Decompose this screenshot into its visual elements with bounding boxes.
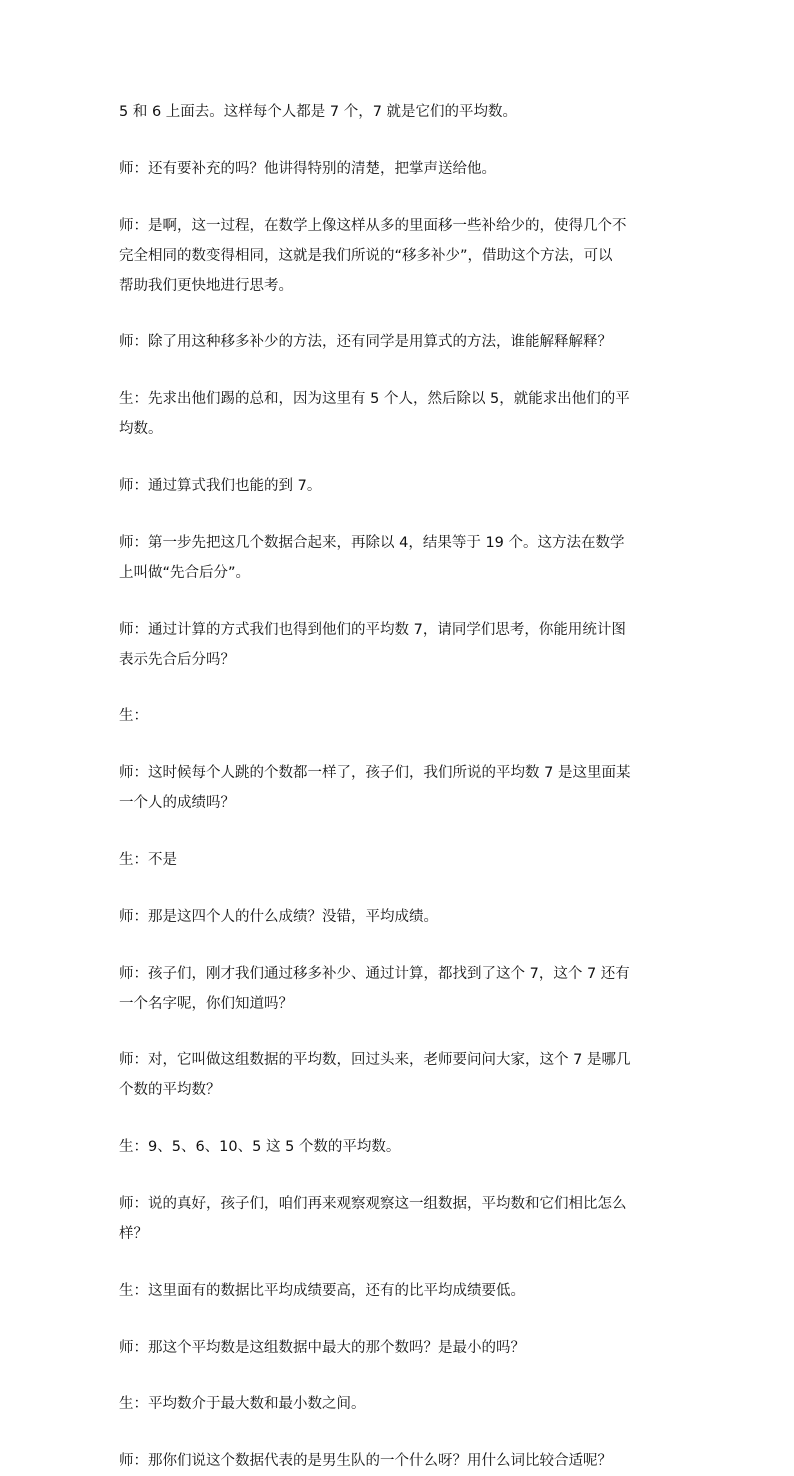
dialogue-paragraph: [119, 758, 679, 818]
paragraph-spacing: [119, 184, 679, 211]
text-line: 一个人的成绩吗？: [119, 795, 235, 812]
text-line: 师：这时候每个人跳的个数都一样了，孩子们，我们所说的平均数 7 是这里面某: [119, 765, 631, 782]
paragraph-spacing: [119, 301, 679, 328]
text-line: 样？: [119, 1225, 148, 1242]
paragraph-spacing: [119, 127, 679, 154]
dialogue-paragraph: [119, 1132, 679, 1162]
text-line: 生：这里面有的数据比平均成绩要高，还有的比平均成绩要低。: [119, 1282, 525, 1299]
paragraph-spacing: [119, 1105, 679, 1132]
text-line: 表示先合后分吗？: [119, 651, 235, 668]
dialogue-paragraph: [119, 1189, 679, 1249]
dialogue-paragraph: [119, 97, 679, 127]
dialogue-paragraph: [119, 845, 679, 875]
text-line: 生：不是: [119, 851, 177, 868]
dialogue-paragraph: [119, 471, 679, 501]
paragraph-spacing: [119, 357, 679, 384]
dialogue-paragraph: [119, 902, 679, 932]
paragraph-spacing: [119, 731, 679, 758]
text-line: 师：孩子们，刚才我们通过移多补少、通过计算，都找到了这个 7，这个 7 还有: [119, 965, 630, 982]
dialogue-paragraph: [119, 959, 679, 1019]
paragraph-spacing: [119, 444, 679, 471]
dialogue-paragraph: [119, 1446, 679, 1476]
text-line: 生：: [119, 708, 148, 725]
paragraph-spacing: [119, 875, 679, 902]
text-line: 一个名字呢，你们知道吗？: [119, 995, 293, 1012]
text-line: 师：说的真好，孩子们，咱们再来观察观察这一组数据，平均数和它们相比怎么: [119, 1195, 627, 1212]
text-line: 师：那是这四个人的什么成绩？没错，平均成绩。: [119, 908, 438, 925]
lesson-transcript: [119, 97, 679, 1476]
text-line: 均数。: [119, 421, 163, 438]
text-line: 师：通过计算的方式我们也得到他们的平均数 7，请同学们思考，你能用统计图: [119, 621, 626, 638]
dialogue-paragraph: [119, 1333, 679, 1363]
dialogue-paragraph: [119, 327, 679, 357]
paragraph-spacing: [119, 675, 679, 702]
dialogue-paragraph: [119, 211, 679, 301]
text-line: 5 和 6 上面去。这样每个人都是 7 个，7 就是它们的平均数。: [119, 104, 518, 120]
dialogue-paragraph: [119, 615, 679, 675]
text-line: 生：先求出他们踢的总和，因为这里有 5 个人，然后除以 5，就能求出他们的平: [119, 391, 630, 408]
text-line: 师：除了用这种移多补少的方法，还有同学是用算式的方法，谁能解释解释？: [119, 334, 612, 351]
paragraph-spacing: [119, 501, 679, 528]
text-line: 上叫做“先合后分”。: [119, 564, 251, 581]
dialogue-paragraph: [119, 1276, 679, 1306]
text-line: 师：通过算式我们也能的到 7。: [119, 477, 322, 494]
dialogue-paragraph: [119, 384, 679, 444]
text-line: 帮助我们更快地进行思考。: [119, 277, 293, 294]
paragraph-spacing: [119, 588, 679, 615]
text-line: 师：还有要补充的吗？他讲得特别的清楚，把掌声送给他。: [119, 160, 496, 177]
paragraph-spacing: [119, 1306, 679, 1333]
text-line: 师：对，它叫做这组数据的平均数，回过头来，老师要问问大家，这个 7 是哪几: [119, 1052, 631, 1069]
text-line: 师：那你们说这个数据代表的是男生队的一个什么呀？用什么词比较合适呢？: [119, 1453, 612, 1470]
paragraph-spacing: [119, 1363, 679, 1390]
paragraph-spacing: [119, 1249, 679, 1276]
dialogue-paragraph: [119, 528, 679, 588]
dialogue-paragraph: [119, 154, 679, 184]
paragraph-spacing: [119, 818, 679, 845]
text-line: 生：平均数介于最大数和最小数之间。: [119, 1396, 366, 1413]
paragraph-spacing: [119, 1019, 679, 1046]
dialogue-paragraph: [119, 1045, 679, 1105]
dialogue-paragraph: [119, 701, 679, 731]
paragraph-spacing: [119, 932, 679, 959]
text-line: 师：那这个平均数是这组数据中最大的那个数吗？是最小的吗？: [119, 1339, 525, 1356]
paragraph-spacing: [119, 1162, 679, 1189]
text-line: 个数的平均数？: [119, 1082, 221, 1099]
dialogue-paragraph: [119, 1389, 679, 1419]
text-line: 生：9、5、6、10、5 这 5 个数的平均数。: [119, 1139, 401, 1156]
paragraph-spacing: [119, 1419, 679, 1446]
text-line: 师：是啊，这一过程，在数学上像这样从多的里面移一些补给少的，使得几个不: [119, 217, 627, 234]
text-line: 完全相同的数变得相同，这就是我们所说的“移多补少”，借助这个方法，可以: [119, 247, 613, 264]
text-line: 师：第一步先把这几个数据合起来，再除以 4，结果等于 19 个。这方法在数学: [119, 534, 625, 551]
